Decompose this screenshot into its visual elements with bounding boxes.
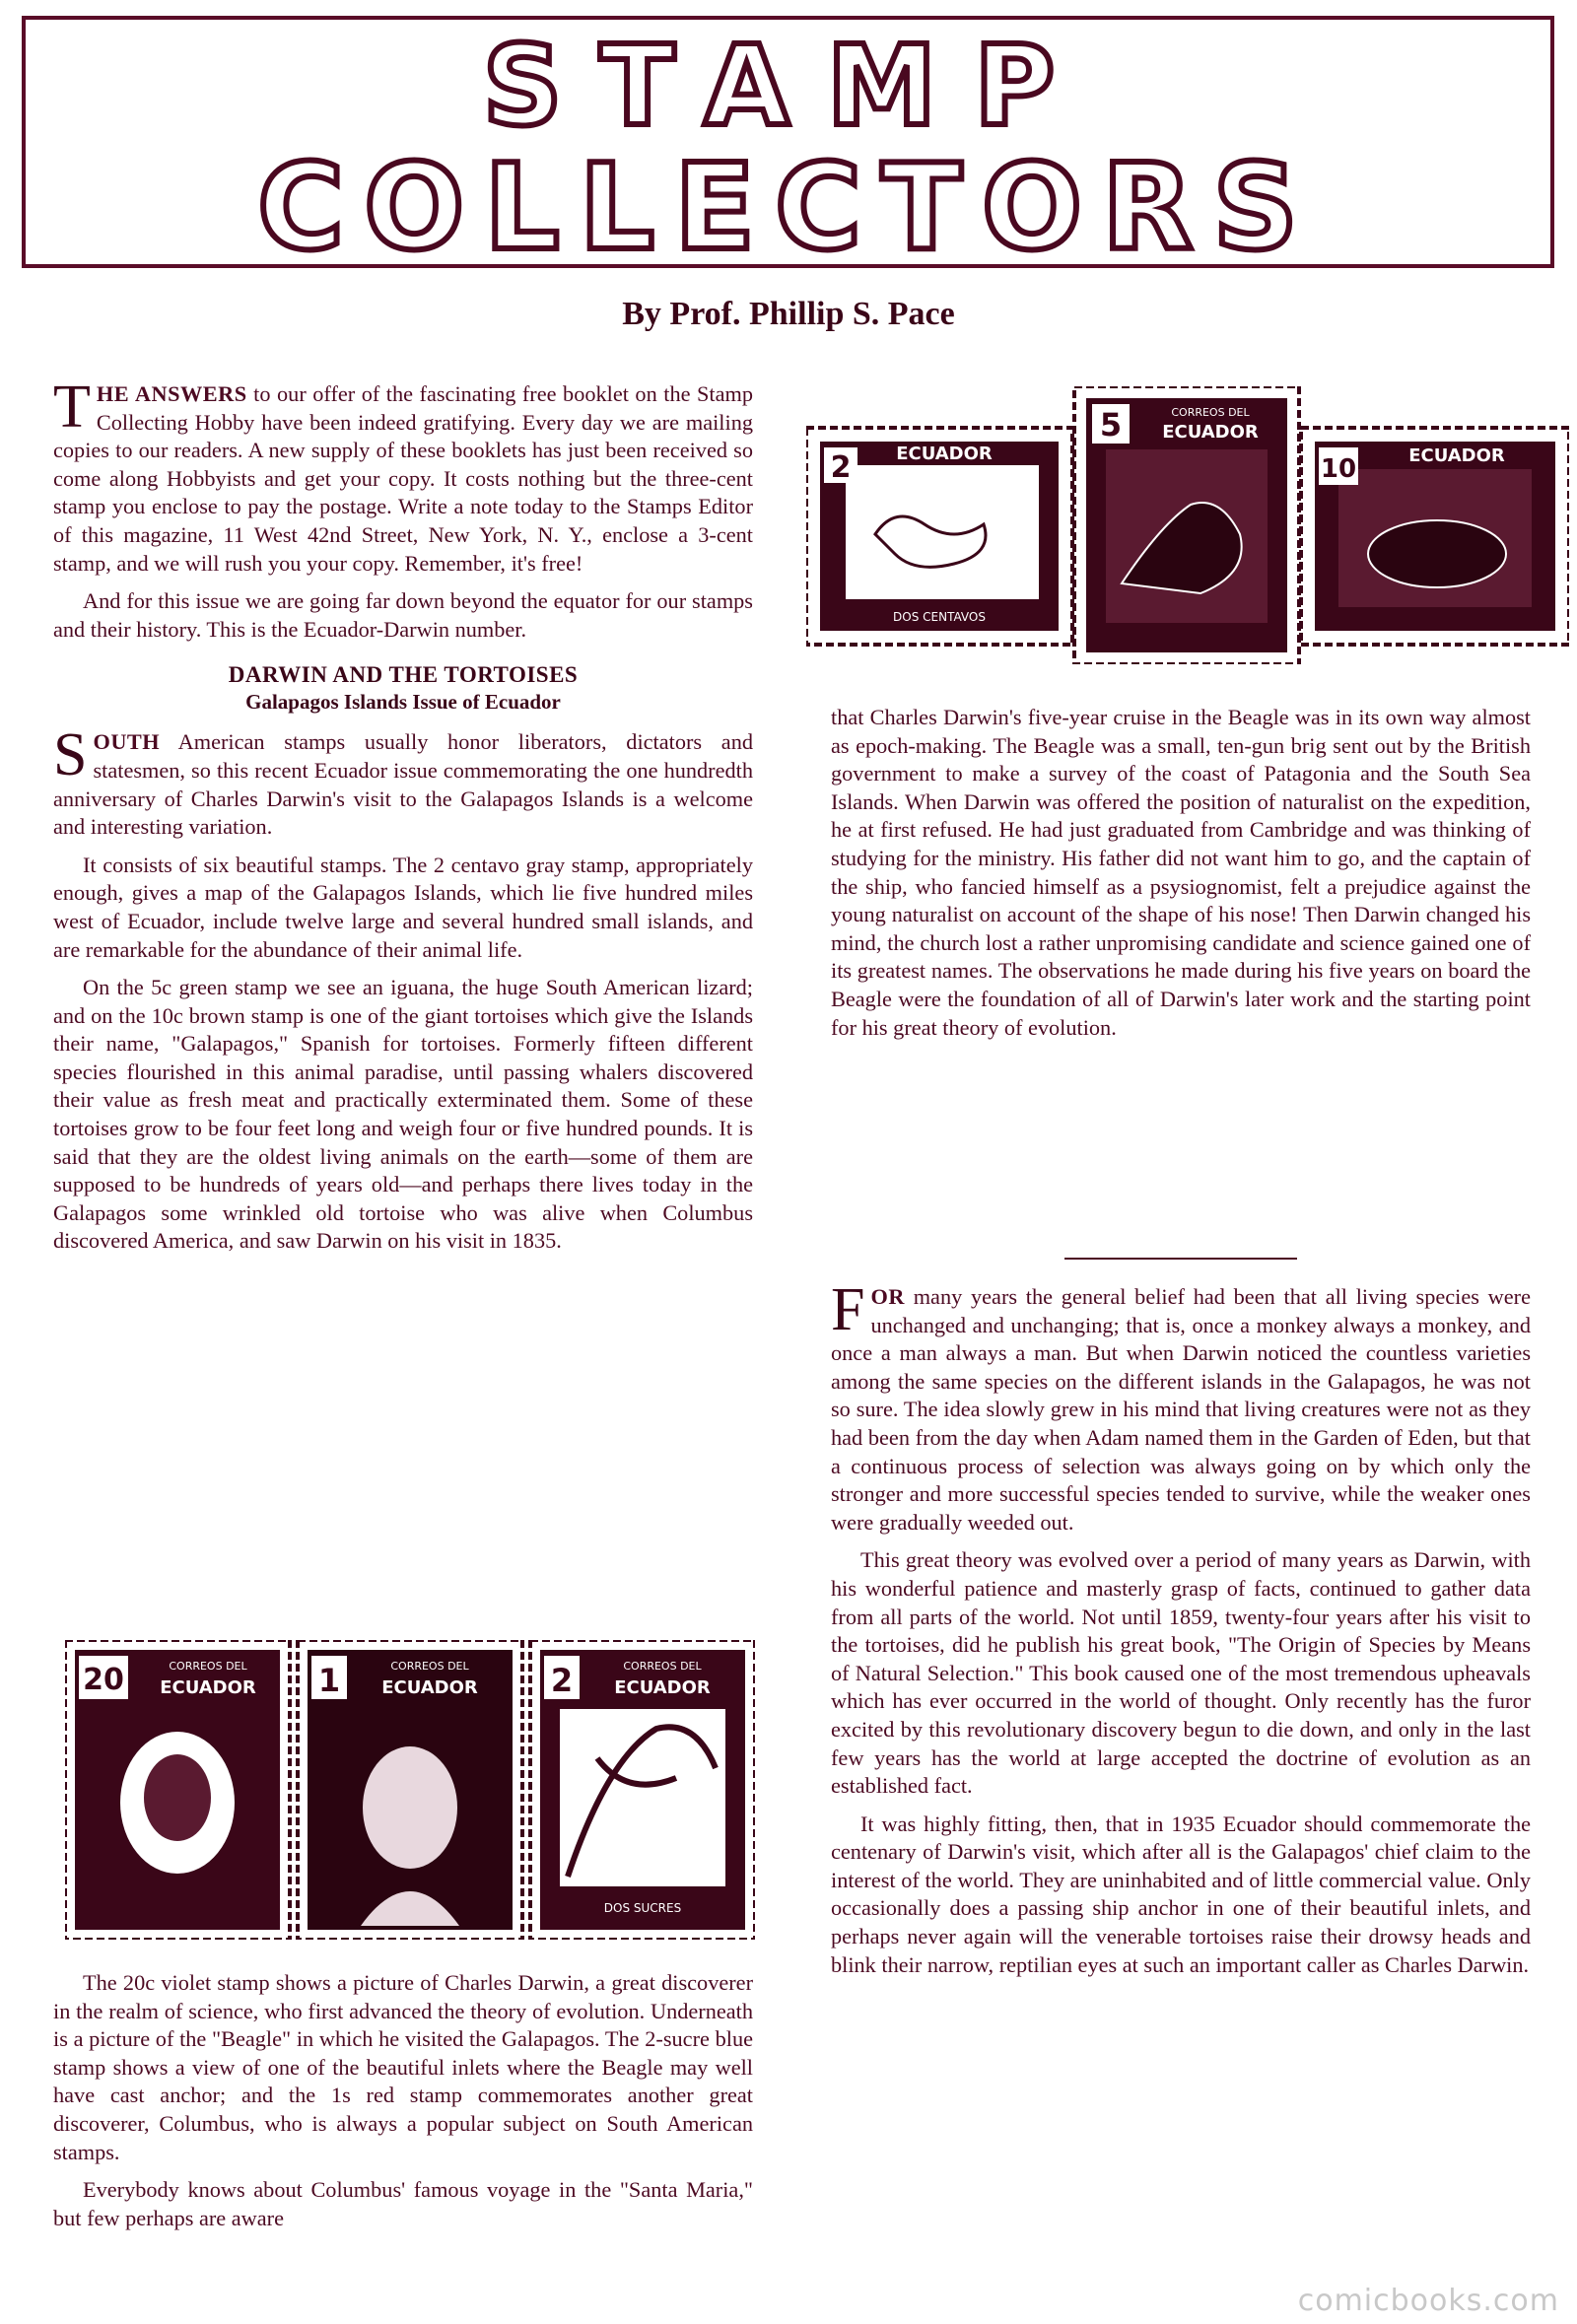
intro-paragraph [53,374,753,578]
stamp-top-label: CORREOS DEL [169,1660,247,1673]
watermark: comicbooks.com [1297,2284,1559,2318]
masthead [22,16,1554,268]
section-subtitle: Galapagos Islands Issue of Ecuador [245,690,561,715]
ecuador-stamps-bottom-image [65,1640,755,1940]
left-column [53,374,753,1265]
stamp-country: ECUADOR [1408,445,1505,466]
right-column-bottom [831,1276,1531,1989]
lead-caps: HE ANSWERS [96,381,247,406]
stamp-value: 1 [317,1662,341,1699]
dropcap: F [831,1276,865,1343]
body-paragraph-7 [831,1276,1531,1537]
section-divider [1064,1258,1297,1260]
body-text: American stamps usually honor liberators, dictators and statesmen, so this recent Ecuador issue commemorating the one hundredth anniversary of Charles Darwin's visit to the Galapagos Islands is a welcome and interesting variation. [53,729,753,840]
stamp-1s-columbus [298,1640,522,1940]
stamp-value: 20 [83,1663,124,1697]
intro-paragraph-2: And for this issue we are going far down beyond the equator for our stamps and their history. This is the Ecuador-Darwin number. [53,588,753,642]
lead-caps: OR [870,1284,905,1309]
ecuador-stamps-top-image [806,386,1569,664]
stamp-value: 2 [830,450,852,485]
masthead-lettering [26,20,1550,264]
body-paragraph-1 [53,721,753,841]
dropcap: S [53,721,88,789]
stamp-2s-inlet [530,1640,755,1940]
right-column-top [831,704,1531,1052]
stamp-row-bottom [65,1640,755,1940]
stamp-top-label: CORREOS DEL [390,1660,469,1673]
stamp-value: 10 [1320,454,1357,484]
lead-caps: OUTH [93,729,161,755]
body-paragraph-4: The 20c violet stamp shows a picture of Charles Darwin, a great discoverer in the realm of science, who first advanced the theory of evolution. Underneath is a picture of the "Beagle" in which he visited the Galapagos. The 2-sucre blue stamp shows a view of one of the beautiful inlets where the Beagle may well have cast anchor; and the 1s red stamp commemorates another great discoverer, Columbus, who is always a popular subject on South American stamps. [53,1970,753,2164]
stamp-denomination: DOS CENTAVOS [893,610,986,624]
body-paragraph-9: It was highly fitting, then, that in 1935 Ecuador should commemorate the centenary of Darwin's visit, which after all is the Galapagos' chief claim to the interest of the world. They are uninhabited and of little commercial value. Only occasionally does a passing ship anchor in one of their beautiful inlets, and perhaps never again will the venerable tortoises raise their drowsy heads and blink their narrow, reptilian eyes at such an important caller as Charles Darwin. [831,1811,1531,1977]
body-paragraph-8: This great theory was evolved over a period of many years as Darwin, with his wonderful patience and masterly grasp of facts, continued to gather data from all parts of the world. Not until 1859, twenty-four years after his visit to the tortoises, did he publish his great book, "The Origin of Species by Means of Natural Selection." This book caused one of the most tremendous upheavals which has ever occurred in the world of thought. Only recently has the furor excited by this revolutionary discovery begun to die down, and only in the last few years has the world at large accepted the doctrine of evolution as an established fact. [831,1547,1531,1799]
stamp-country: ECUADOR [381,1677,478,1698]
body-paragraph-6: that Charles Darwin's five-year cruise in the Beagle was in its own way almost as epoch-making. The Beagle was a small, ten-gun brig sent out by the British government to make a survey of the coast of Patagonia and the South Sea Islands. When Darwin was offered the position of naturalist on the expedition, he at first refused. He had just graduated from Cambridge and was thinking of studying for the ministry. His father did not want him to go, and the captain of the ship, who fancied himself as a psysiognomist, felt a prejudice against the young naturalist on account of the shape of his nose! Then Darwin changed his mind, the church lost a rather unpromising candidate and science gained one of its greatest names. The observations he made during his five years on board the Beagle were the foundation of all of Darwin's later work and the starting point for his great theory of evolution. [831,705,1531,1040]
body-text: many years the general belief had been that all living species were unchanged and unchanging; that is, once a monkey always a monkey, and once a man always a man. But when Darwin noticed the countless varieties among the same species on the different islands in the Galapagos, he was not so sure. The idea slowly grew in his mind that living creatures were not as they had been from the day when Adam named them in the Garden of Eden, but that a continuous process of selection was always going on by which only the stronger and more successful species tended to survive, while the weaker ones were gradually weeded out. [831,1284,1531,1535]
byline: By Prof. Phillip S. Pace [622,296,955,332]
stamp-country: ECUADOR [614,1677,711,1698]
stamp-row-top [806,386,1569,664]
stamp-value: 2 [550,1662,574,1699]
stamp-top-label: CORREOS DEL [623,1660,702,1673]
stamp-10c-tortoise [1301,428,1569,645]
dropcap: T [53,374,91,441]
title-line-2: COLLECTORS [257,140,1318,264]
stamp-country: ECUADOR [1162,422,1259,443]
stamp-top-label: CORREOS DEL [1171,406,1250,419]
stamp-20c-darwin [65,1640,290,1940]
stamp-5c-iguana [1074,386,1299,664]
body-paragraph-5: Everybody knows about Columbus' famous voyage in the "Santa Maria," but few perhaps are aware [53,2177,753,2230]
left-column-lower [53,1969,753,2242]
body-paragraph-3: On the 5c green stamp we see an iguana, the huge South American lizard; and on the 10c brown stamp is one of the giant tortoises which give the Islands their name, "Galapagos," Spanish for tortoises. Formerly fifteen different species flourished in this animal paradise, until passing whalers discovered their value as fresh meat and practically exterminated them. Some of these tortoises grow to be four feet long and weigh four or five hundred pounds. It is said that they are the oldest living animals on the earth—some of them are supposed to be hundreds of years old—and perhaps there lives today in the Galapagos some wrinkled old tortoise who was alive when Columbus discovered America, and saw Darwin on his visit in 1835. [53,975,753,1254]
body-paragraph-2: It consists of six beautiful stamps. The 2 centavo gray stamp, appropriately enough, gives a map of the Galapagos Islands, which lie five hundred miles west of Ecuador, include twelve large and several hundred small islands, and are remarkable for the abundance of their animal life. [53,852,753,962]
intro-text: to our offer of the fascinating free booklet on the Stamp Collecting Hobby have been indeed gratifying. Every day we are mailing copies to our readers. A new supply of these booklets has just been received so come along Hobbyists and get your copy. It costs nothing but the three-cent stamp you enclose to pay the postage. Write a note today to the Stamps Editor of this magazine, 11 West 42nd Street, New York, N. Y., enclose a 3-cent stamp, and we will rush you your copy. Remember, it's free! [53,381,753,576]
title-line-1: STAMP [482,23,1093,151]
stamp-2c-map [806,428,1072,645]
section-title: DARWIN AND THE TORTOISES [228,662,579,688]
stamp-country: ECUADOR [896,444,993,464]
stamp-denomination: DOS SUCRES [603,1901,682,1915]
stamp-value: 5 [1099,406,1123,444]
stamp-country: ECUADOR [160,1677,256,1698]
